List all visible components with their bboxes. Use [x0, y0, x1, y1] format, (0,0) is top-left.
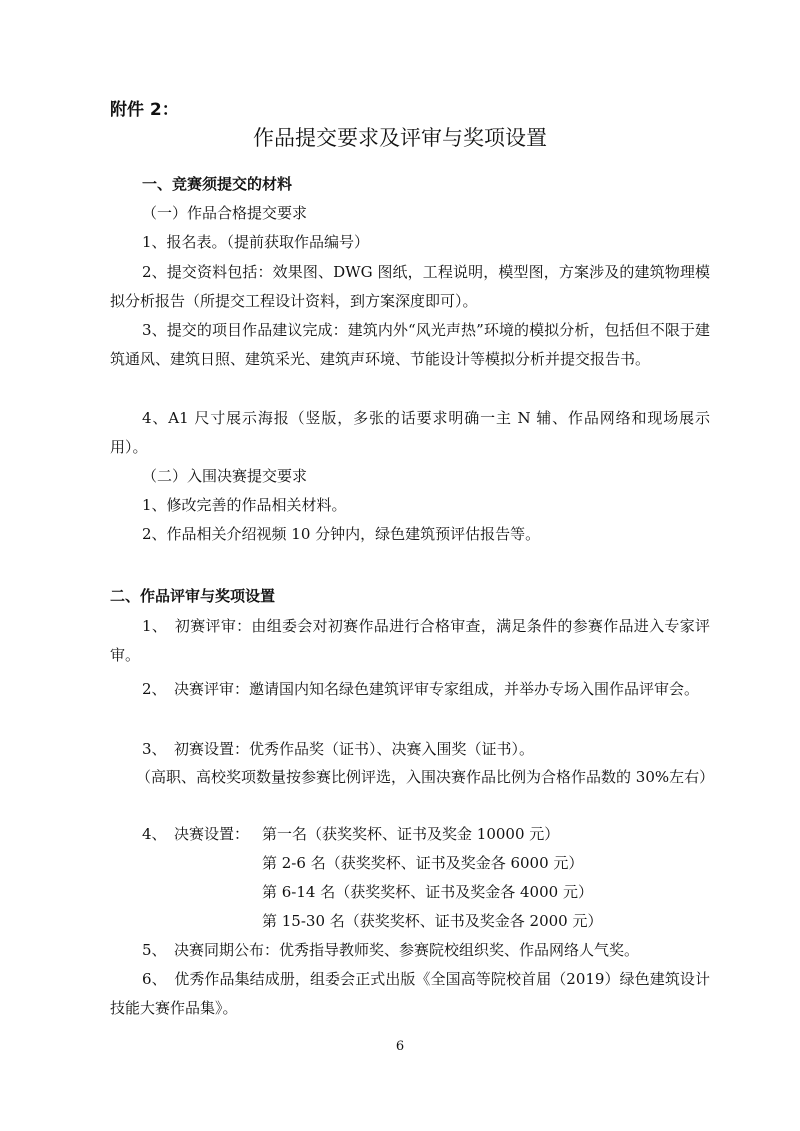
prize-1: 第一名（获奖奖杯、证书及奖金 10000 元） — [262, 825, 560, 843]
page-number: 6 — [395, 1039, 405, 1054]
sub1-item-2-text: 2、提交资料包括：效果图、DWG 图纸，工程说明，模型图，方案涉及的建筑物理模拟分析报告（所提交工程设计资料，到方案深度即可）。 — [110, 263, 710, 310]
section2-item-2 — [110, 675, 710, 704]
sub1-item-3-text: 3、提交的项目作品建议完成：建筑内外“风光声热”环境的模拟分析，包括但不限于建筑通风、建筑日照、建筑采光、建筑声环境、节能设计等模拟分析并提交报告书。 — [110, 321, 710, 368]
sub2-heading: （二）入围决赛提交要求 — [142, 467, 308, 485]
section2-item-3: 3、 初赛设置：优秀作品奖（证书）、决赛入围奖（证书）。 — [142, 740, 535, 758]
section2-item-1-text: 1、 初赛评审：由组委会对初赛作品进行合格审查，满足条件的参赛作品进入专家评审。 — [110, 617, 710, 664]
page-title: 作品提交要求及评审与奖项设置 — [253, 126, 547, 150]
section2-item-5: 5、 决赛同期公布：优秀指导教师奖、参赛院校组织奖、作品网络人气奖。 — [142, 941, 640, 959]
attachment-label: 附件 2： — [110, 100, 179, 120]
prize-2: 第 2-6 名（获奖奖杯、证书及奖金各 6000 元） — [262, 854, 584, 872]
sub1-item-4-text: 4、A1 尺寸展示海报（竖版，多张的话要求明确一主 N 辅、作品网络和现场展示用）。 — [110, 409, 710, 456]
prize-4: 第 15-30 名（获奖奖杯、证书及奖金各 2000 元） — [262, 912, 603, 930]
sub1-item-3 — [110, 316, 710, 374]
section2-note — [110, 763, 715, 792]
final-settings-label: 4、 决赛设置： — [142, 825, 250, 843]
section2-item-6-text: 6、 优秀作品集结成册，组委会正式出版《全国高等院校首届（2019）绿色建筑设计技能大赛作品集》。 — [110, 970, 710, 1017]
sub1-item-1-text: 1、报名表。（提前获取作品编号） — [142, 233, 370, 251]
section2-note-text: （高职、高校奖项数量按参赛比例评选，入围决赛作品比例为合格作品数的 30%左右） — [136, 768, 715, 786]
section2-item-6 — [110, 965, 710, 1023]
sub1-item-2 — [110, 258, 710, 316]
sub2-item-1: 1、修改完善的作品相关材料。 — [142, 496, 347, 514]
section2-heading: 二、作品评审与奖项设置 — [110, 587, 276, 605]
sub1-item-1 — [110, 228, 710, 257]
prize-3: 第 6-14 名（获奖奖杯、证书及奖金各 4000 元） — [262, 883, 593, 901]
section2-item-2-text: 2、 决赛评审：邀请国内知名绿色建筑评审专家组成，并举办专场入围作品评审会。 — [142, 680, 700, 698]
section1-heading: 一、竞赛须提交的材料 — [142, 175, 293, 193]
sub1-heading: （一）作品合格提交要求 — [142, 204, 308, 222]
section2-item-1 — [110, 612, 710, 670]
sub1-item-4 — [110, 404, 710, 462]
sub2-item-2: 2、作品相关介绍视频 10 分钟内，绿色建筑预评估报告等。 — [142, 525, 541, 543]
